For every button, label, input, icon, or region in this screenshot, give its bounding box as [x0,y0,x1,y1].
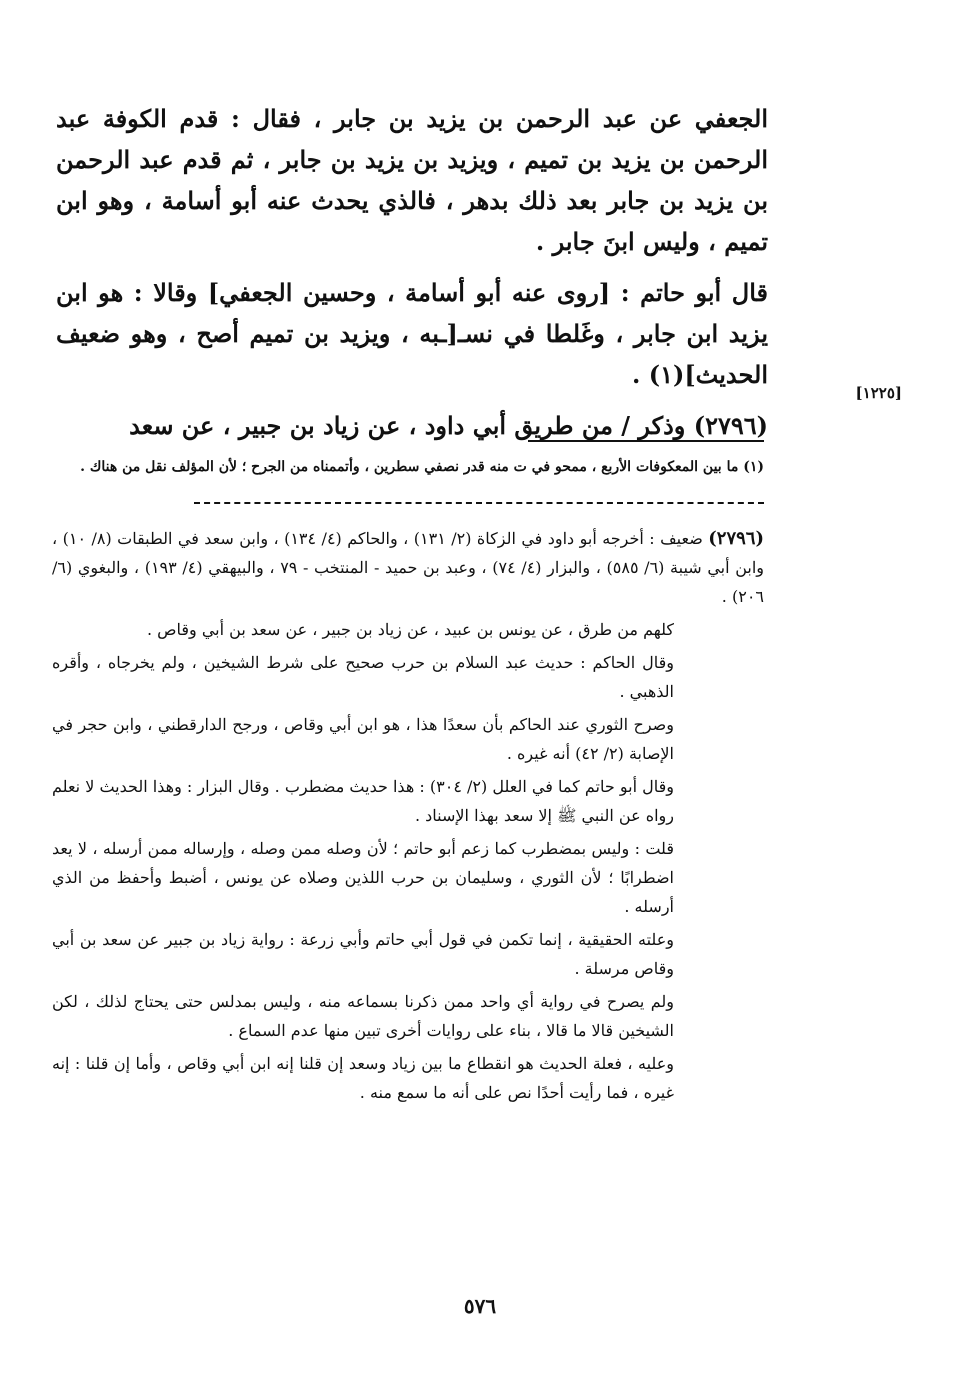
takhrij-number: (٢٧٩٦) [708,528,764,549]
footnote-separator [528,440,764,442]
takhrij-paragraph-1-text: ضعيف : أخرجه أبو داود في الزكاة (٢/ ١٣١) ، والحاكم (٤/ ١٣٤) ، وابن سعد في الطبقات (٨/ ١٠) ، وابن أبي شيبة (٦/ ٥٨٥) ، والبزار (٤/ ٧٤) ، وعبد بن حميد - المنتخب - ٧٩ ، والبيهقي (٤/ ١٩٣) ، والبغوي (٦/ ٢٠٦) . [52,529,764,606]
takhrij-paragraph-8: ولم يصرح في رواية أي واحد ممن ذكرنا بسماعه منه ، وليس بمدلس حتى يحتاج لذلك ، لكن الشيخين قالا ما قالا ، بناء على روايات أخرى تبين منها عدم السماع . [52,992,674,1040]
hadith-number: (٢٧٩٦) [693,411,768,440]
main-paragraph-1: الجعفي عن عبد الرحمن بن يزيد بن جابر ، فقال : قدم الكوفة عبد الرحمن بن يزيد بن تميم ، ويزيد بن يزيد بن جابر ، ثم قدم عبد الرحمن بن يزيد بن جابر بعد ذلك بدهر ، فالذي يحدث عنه أبو أسامة ، وهو ابن تميم ، وليس ابنَ جابر . [56,104,768,256]
takhrij-paragraph-9: وعليه ، فعلة الحديث هو انقطاع ما بين زياد وسعد إن قلنا إنه ابن أبي وقاص ، وأما إن قلنا : إنه غيره ، فما رأيت أحدًا نص على أنه ما سمع منه . [52,1054,674,1102]
takhrij-paragraph-1 [52,524,764,611]
page-number: ٥٧٦ [463,1294,497,1318]
margin-reference: [١٢٢٥] [855,384,902,402]
takhrij-paragraph-6: قلت : وليس بمضطرب كما زعم أبو حاتم ؛ لأن وصله ممن وصله ، وإرساله ممن أرسله ، لا يعد اضطرابًا ؛ لأن الثوري ، وسليمان بن حرب اللذين وصلاه عن يونس ، أضبط وأحفظ من الذي أرسله . [52,839,674,916]
footnote: (١) ما بين المعكوفات الأربع ، ممحو في ت منه قدر نصفي سطرين ، وأتممناه من الجرح ؛ لأن المؤلف نقل من هناك . [80,459,764,475]
main-text [56,98,768,456]
takhrij-separator [194,502,764,504]
takhrij-paragraph-2: كلهم من طرق ، عن يونس بن عبيد ، عن زياد بن جبير ، عن سعد بن أبي وقاص . [146,620,674,639]
takhrij-paragraph-7: وعلته الحقيقية ، إنما تكمن في قول أبي حاتم وأبي زرعة : رواية زياد بن جبير عن سعد بن أبي وقاص مرسلة . [52,930,674,978]
takhrij-section [52,524,764,1111]
takhrij-paragraph-4: وصرح الثوري عند الحاكم بأن سعدًا هذا ، هو ابن أبي وقاص ، ورجح الدارقطني ، وابن حجر في الإصابة (٢/ ٤٢) أنه غيره . [52,715,674,763]
main-paragraph-2: قال أبو حاتم : [روى عنه أبو أسامة ، وحسين الجعفي] وقالا : هو ابن يزيد ابن جابر ، وغَلطا في نسـ[ـبه ، ويزيد بن تميم أصح ، وهو ضعيف الحديث](١) . [56,278,769,389]
takhrij-paragraph-5: وقال أبو حاتم كما في العلل (٢/ ٣٠٤) : هذا حديث مضطرب . وقال البزار : وهذا الحديث لا نعلم رواه عن النبي ﷺ إلا سعد بهذا الإسناد . [52,777,675,825]
takhrij-paragraph-3: وقال الحاكم : حديث عبد السلام بن حرب صحيح على شرط الشيخين ، ولم يخرجاه ، وأقره الذهبي . [52,653,674,701]
main-paragraph-3-text: وذكر / من طريق أبي داود ، عن زياد بن جبير ، عن سعد [129,411,686,440]
